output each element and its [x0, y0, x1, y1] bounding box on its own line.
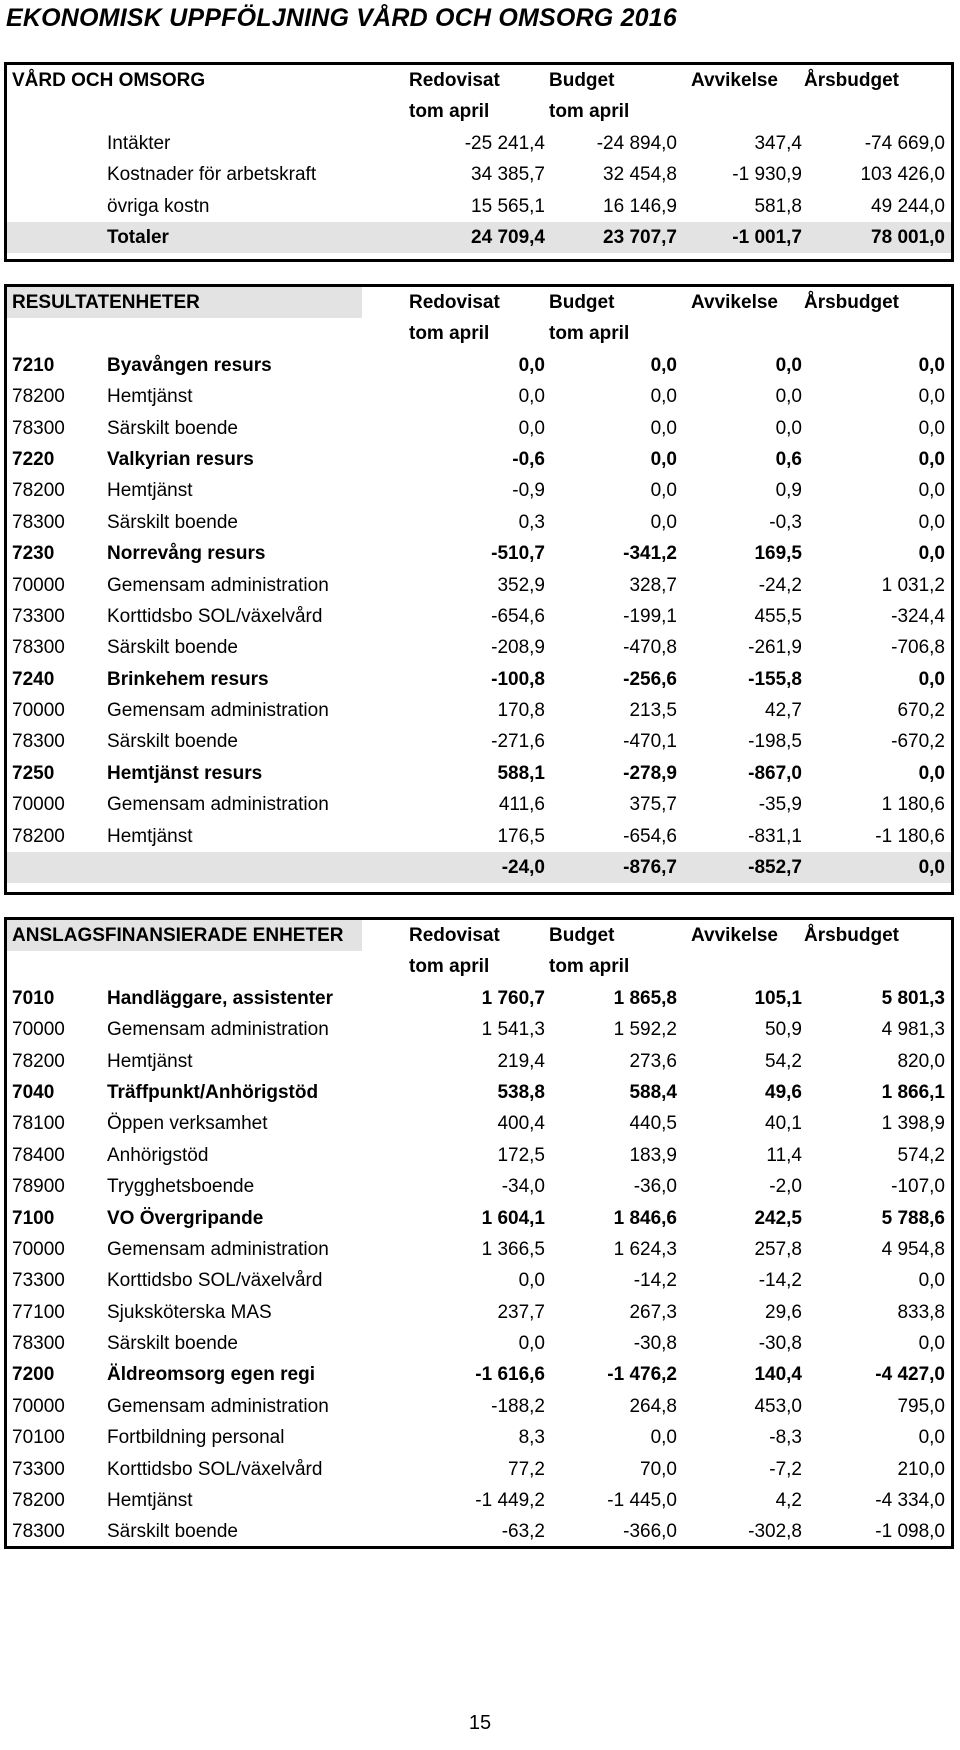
value-redovisat: 1 541,3 [481, 1019, 545, 1041]
row-name: Byavången resurs [107, 354, 272, 376]
value-arsbudget: 574,2 [897, 1144, 945, 1166]
total-row [7, 222, 951, 253]
value-budget: 264,8 [629, 1395, 677, 1417]
value-avvikelse: 453,0 [754, 1395, 802, 1417]
section-subheader-row [7, 318, 951, 349]
value-arsbudget: 0,0 [918, 448, 945, 470]
table-row [7, 1391, 951, 1422]
row-code: 78300 [12, 417, 65, 439]
value-redovisat: 15 565,1 [471, 195, 545, 217]
value-redovisat: -63,2 [501, 1521, 545, 1543]
value-budget: 183,9 [629, 1144, 677, 1166]
value-redovisat: -654,6 [491, 605, 545, 627]
row-name: Hemtjänst [107, 480, 193, 502]
value-avvikelse: -261,9 [748, 637, 802, 659]
row-name: Kostnader för arbetskraft [107, 164, 317, 186]
value-budget: 0,0 [650, 448, 677, 470]
row-code: 78200 [12, 1050, 65, 1072]
value-budget: 70,0 [640, 1458, 677, 1480]
col-header-redovisat: Redovisat [409, 70, 500, 91]
value-budget: -256,6 [623, 668, 677, 690]
table-row [7, 632, 951, 663]
col-subheader-redovisat: tom april [409, 101, 490, 123]
row-name: Intäkter [107, 132, 171, 154]
row-code: 7010 [12, 987, 55, 1009]
col-subheader-budget: tom april [549, 323, 630, 345]
row-code: 7210 [12, 354, 55, 376]
value-avvikelse: -831,1 [748, 825, 802, 847]
table-row [7, 444, 951, 475]
value-redovisat: 8,3 [518, 1427, 545, 1449]
value-redovisat: 0,3 [518, 511, 545, 533]
value-arsbudget: -706,8 [891, 637, 945, 659]
row-name: Träffpunkt/Anhörigstöd [107, 1081, 319, 1103]
value-avvikelse: 242,5 [754, 1207, 802, 1229]
row-code: 78300 [12, 637, 65, 659]
row-code: 70100 [12, 1427, 65, 1449]
value-avvikelse: -302,8 [748, 1521, 802, 1543]
row-code: 70000 [12, 794, 65, 816]
value-budget: 1 592,2 [613, 1019, 677, 1041]
value-budget: 0,0 [650, 480, 677, 502]
row-code: 70000 [12, 1395, 65, 1417]
value-redovisat: 170,8 [497, 700, 545, 722]
col-header-avvikelse: Avvikelse [691, 292, 778, 313]
table-row [7, 128, 951, 159]
value-budget: 0,0 [650, 417, 677, 439]
row-name: Korttidsbo SOL/växelvård [107, 1270, 323, 1292]
value-avvikelse: -2,0 [769, 1176, 802, 1198]
row-name: Särskilt boende [107, 1333, 238, 1355]
value-arsbudget: 1 180,6 [881, 794, 945, 816]
row-name: Gemensam administration [107, 1019, 329, 1041]
value-avvikelse: 42,7 [765, 700, 802, 722]
col-header-avvikelse: Avvikelse [691, 925, 778, 946]
table-row [7, 1171, 951, 1202]
value-budget: 1 865,8 [613, 987, 677, 1009]
value-budget: 32 454,8 [603, 164, 677, 186]
value-budget: -470,8 [623, 637, 677, 659]
row-code: 77100 [12, 1301, 65, 1323]
value-arsbudget: 5 788,6 [881, 1207, 945, 1229]
value-redovisat: 0,0 [518, 1333, 545, 1355]
row-name: Totaler [107, 226, 169, 248]
row-code: 78300 [12, 1333, 65, 1355]
value-redovisat: 538,8 [497, 1081, 545, 1103]
value-arsbudget: 670,2 [897, 700, 945, 722]
row-name: Särskilt boende [107, 731, 238, 753]
row-code: 7230 [12, 543, 55, 565]
row-code: 70000 [12, 700, 65, 722]
value-budget: -1 445,0 [607, 1490, 677, 1512]
table-row [7, 1454, 951, 1485]
value-budget: -654,6 [623, 825, 677, 847]
value-avvikelse: -1 001,7 [732, 226, 802, 248]
value-avvikelse: -0,3 [769, 511, 802, 533]
value-redovisat: 77,2 [508, 1458, 545, 1480]
row-code: 78300 [12, 1521, 65, 1543]
value-arsbudget: 4 954,8 [881, 1238, 945, 1260]
table-row [7, 1265, 951, 1296]
table-row [7, 726, 951, 757]
table-row [7, 1297, 951, 1328]
value-arsbudget: 0,0 [918, 1333, 945, 1355]
row-name: Särskilt boende [107, 417, 238, 439]
row-name: Äldreomsorg egen regi [107, 1364, 315, 1386]
row-code: 7240 [12, 668, 55, 690]
table-row [7, 1422, 951, 1453]
col-subheader-budget: tom april [549, 956, 630, 978]
table-row [7, 664, 951, 695]
row-code: 78200 [12, 386, 65, 408]
table-row [7, 1077, 951, 1108]
row-name: Hemtjänst [107, 1490, 193, 1512]
total-row [7, 852, 951, 883]
row-name: Handläggare, assistenter [107, 987, 333, 1009]
value-arsbudget: -4 427,0 [875, 1364, 945, 1386]
value-budget: -30,8 [633, 1333, 677, 1355]
value-avvikelse: 49,6 [765, 1081, 802, 1103]
value-redovisat: -100,8 [491, 668, 545, 690]
row-name: Särskilt boende [107, 1521, 238, 1543]
col-header-redovisat: Redovisat [409, 292, 500, 313]
col-header-avvikelse: Avvikelse [691, 70, 778, 91]
section-title: VÅRD OCH OMSORG [12, 70, 206, 91]
row-name: Gemensam administration [107, 1395, 329, 1417]
row-name: Korttidsbo SOL/växelvård [107, 1458, 323, 1480]
section-title: RESULTATENHETER [12, 292, 200, 313]
value-budget: -36,0 [633, 1176, 677, 1198]
value-arsbudget: 833,8 [897, 1301, 945, 1323]
table-row [7, 538, 951, 569]
value-budget: -199,1 [623, 605, 677, 627]
row-code: 78200 [12, 1490, 65, 1512]
value-redovisat: 0,0 [518, 386, 545, 408]
value-arsbudget: -1 098,0 [875, 1521, 945, 1543]
row-code: 70000 [12, 1019, 65, 1041]
value-avvikelse: -867,0 [748, 762, 802, 784]
table-row [7, 821, 951, 852]
row-code: 7100 [12, 1207, 55, 1229]
value-budget: 267,3 [629, 1301, 677, 1323]
value-avvikelse: -852,7 [748, 857, 802, 879]
value-budget: -24 894,0 [596, 132, 677, 154]
table-row [7, 1516, 951, 1547]
value-avvikelse: 29,6 [765, 1301, 802, 1323]
value-avvikelse: 140,4 [754, 1364, 802, 1386]
value-budget: 0,0 [650, 354, 677, 376]
value-arsbudget: 78 001,0 [871, 226, 945, 248]
value-arsbudget: 103 426,0 [860, 164, 945, 186]
col-header-arsbudget: Årsbudget [804, 292, 899, 313]
value-redovisat: 237,7 [497, 1301, 545, 1323]
value-arsbudget: 0,0 [918, 1270, 945, 1292]
value-budget: 16 146,9 [603, 195, 677, 217]
value-budget: -14,2 [633, 1270, 677, 1292]
table-row [7, 413, 951, 444]
value-avvikelse: 455,5 [754, 605, 802, 627]
value-redovisat: -208,9 [491, 637, 545, 659]
value-avvikelse: -7,2 [769, 1458, 802, 1480]
value-redovisat: 0,0 [518, 417, 545, 439]
value-arsbudget: 4 981,3 [881, 1019, 945, 1041]
value-budget: 588,4 [629, 1081, 677, 1103]
value-avvikelse: 50,9 [765, 1019, 802, 1041]
value-arsbudget: -324,4 [891, 605, 945, 627]
value-arsbudget: 0,0 [918, 668, 945, 690]
value-avvikelse: -1 930,9 [732, 164, 802, 186]
value-budget: -470,1 [623, 731, 677, 753]
row-code: 7040 [12, 1081, 55, 1103]
value-redovisat: -34,0 [501, 1176, 545, 1198]
section-header-row [7, 287, 951, 318]
value-redovisat: 588,1 [497, 762, 545, 784]
value-arsbudget: 0,0 [918, 543, 945, 565]
value-avvikelse: 11,4 [766, 1144, 802, 1166]
table-row [7, 507, 951, 538]
value-avvikelse: -24,2 [758, 574, 802, 596]
value-budget: 440,5 [629, 1113, 677, 1135]
value-avvikelse: 0,0 [775, 417, 802, 439]
value-avvikelse: 40,1 [765, 1113, 802, 1135]
table-row [7, 758, 951, 789]
row-name: VO Övergripande [107, 1207, 264, 1229]
row-name: Särskilt boende [107, 511, 238, 533]
value-arsbudget: -74 669,0 [864, 132, 945, 154]
row-name: Hemtjänst [107, 825, 193, 847]
value-avvikelse: -30,8 [758, 1333, 802, 1355]
value-arsbudget: 0,0 [918, 857, 945, 879]
table-row [7, 1203, 951, 1234]
value-budget: 328,7 [629, 574, 677, 596]
value-avvikelse: 0,6 [775, 448, 802, 470]
value-redovisat: 1 760,7 [481, 987, 545, 1009]
table-row [7, 570, 951, 601]
value-budget: 213,5 [629, 700, 677, 722]
value-budget: -278,9 [623, 762, 677, 784]
value-arsbudget: 1 398,9 [881, 1113, 945, 1135]
value-avvikelse: 347,4 [754, 132, 802, 154]
value-budget: 0,0 [650, 1427, 677, 1449]
col-header-budget: Budget [549, 292, 615, 313]
value-budget: 0,0 [650, 511, 677, 533]
row-name: Trygghetsboende [107, 1176, 255, 1198]
table-row [7, 1108, 951, 1139]
value-redovisat: 1 366,5 [481, 1238, 545, 1260]
value-arsbudget: 210,0 [897, 1458, 945, 1480]
value-budget: -341,2 [623, 543, 677, 565]
value-arsbudget: 0,0 [918, 1427, 945, 1449]
row-code: 73300 [12, 1458, 65, 1480]
row-code: 78900 [12, 1176, 65, 1198]
value-redovisat: -0,9 [512, 480, 545, 502]
value-budget: 0,0 [650, 386, 677, 408]
value-avvikelse: -35,9 [758, 794, 802, 816]
section-resultatenheter [4, 284, 954, 895]
value-avvikelse: 581,8 [754, 195, 802, 217]
value-budget: 1 624,3 [613, 1238, 677, 1260]
value-budget: -1 476,2 [607, 1364, 677, 1386]
row-code: 73300 [12, 605, 65, 627]
row-code: 78200 [12, 825, 65, 847]
value-avvikelse: 54,2 [765, 1050, 802, 1072]
row-name: Valkyrian resurs [107, 448, 254, 470]
value-avvikelse: 105,1 [754, 987, 802, 1009]
value-arsbudget: 5 801,3 [881, 987, 945, 1009]
row-code: 7200 [12, 1364, 55, 1386]
section-subheader-row [7, 951, 951, 982]
row-name: Hemtjänst [107, 386, 193, 408]
col-header-redovisat: Redovisat [409, 925, 500, 946]
table-row [7, 381, 951, 412]
table-row [7, 1234, 951, 1265]
table-row [7, 350, 951, 381]
value-redovisat: -1 616,6 [475, 1364, 545, 1386]
col-header-budget: Budget [549, 925, 615, 946]
row-name: Fortbildning personal [107, 1427, 285, 1449]
col-subheader-redovisat: tom april [409, 323, 490, 345]
value-avvikelse: 0,0 [775, 386, 802, 408]
row-name: Norrevång resurs [107, 543, 266, 565]
table-row [7, 1140, 951, 1171]
row-code: 78400 [12, 1144, 65, 1166]
value-redovisat: -24,0 [501, 857, 545, 879]
value-budget: 375,7 [629, 794, 677, 816]
value-arsbudget: -107,0 [891, 1176, 945, 1198]
value-redovisat: -271,6 [491, 731, 545, 753]
col-header-arsbudget: Årsbudget [804, 925, 899, 946]
value-redovisat: 352,9 [497, 574, 545, 596]
table-row [7, 475, 951, 506]
section-header-row [7, 920, 951, 951]
value-arsbudget: 0,0 [918, 480, 945, 502]
table-row [7, 1328, 951, 1359]
value-avvikelse: -14,2 [758, 1270, 802, 1292]
table-row [7, 1485, 951, 1516]
row-name: övriga kostn [107, 195, 210, 217]
value-avvikelse: -198,5 [748, 731, 802, 753]
value-redovisat: 34 385,7 [471, 164, 545, 186]
value-arsbudget: 1 031,2 [881, 574, 945, 596]
value-redovisat: -1 449,2 [475, 1490, 545, 1512]
value-arsbudget: 795,0 [897, 1395, 945, 1417]
row-code: 78100 [12, 1113, 65, 1135]
col-subheader-budget: tom april [549, 101, 630, 123]
value-budget: 23 707,7 [603, 226, 677, 248]
page-number: 15 [468, 1712, 492, 1734]
value-avvikelse: 169,5 [754, 543, 802, 565]
col-header-budget: Budget [549, 70, 615, 91]
row-name: Anhörigstöd [107, 1144, 209, 1166]
section-header-row [7, 65, 951, 96]
value-redovisat: -25 241,4 [464, 132, 545, 154]
row-name: Brinkehem resurs [107, 668, 269, 690]
value-redovisat: 0,0 [518, 354, 545, 376]
table-row [7, 1046, 951, 1077]
table-row [7, 789, 951, 820]
value-redovisat: -510,7 [491, 543, 545, 565]
row-name: Hemtjänst resurs [107, 762, 263, 784]
value-avvikelse: 0,0 [775, 354, 802, 376]
col-header-arsbudget: Årsbudget [804, 70, 899, 91]
row-name: Korttidsbo SOL/växelvård [107, 605, 323, 627]
value-arsbudget: 0,0 [918, 417, 945, 439]
section-subheader-row [7, 96, 951, 127]
value-redovisat: -0,6 [512, 448, 545, 470]
row-name: Gemensam administration [107, 794, 329, 816]
value-arsbudget: 820,0 [897, 1050, 945, 1072]
table-row [7, 1014, 951, 1045]
row-code: 70000 [12, 574, 65, 596]
value-arsbudget: 49 244,0 [871, 195, 945, 217]
row-code: 7250 [12, 762, 55, 784]
row-code: 73300 [12, 1270, 65, 1292]
value-redovisat: 411,6 [498, 794, 545, 816]
value-avvikelse: 0,9 [775, 480, 802, 502]
row-name: Gemensam administration [107, 700, 329, 722]
value-avvikelse: -155,8 [748, 668, 802, 690]
value-budget: -366,0 [623, 1521, 677, 1543]
row-name: Gemensam administration [107, 574, 329, 596]
table-row [7, 601, 951, 632]
value-budget: 1 846,6 [613, 1207, 677, 1229]
row-name: Sjuksköterska MAS [107, 1301, 272, 1323]
section-vard-och-omsorg [4, 62, 954, 262]
value-redovisat: 219,4 [497, 1050, 545, 1072]
value-avvikelse: 4,2 [775, 1490, 802, 1512]
value-redovisat: 400,4 [497, 1113, 545, 1135]
value-budget: -876,7 [623, 857, 677, 879]
value-arsbudget: 0,0 [918, 386, 945, 408]
value-avvikelse: 257,8 [754, 1238, 802, 1260]
value-arsbudget: 0,0 [918, 762, 945, 784]
value-arsbudget: -4 334,0 [875, 1490, 945, 1512]
row-name: Öppen verksamhet [107, 1113, 268, 1135]
table-row [7, 695, 951, 726]
table-row [7, 159, 951, 190]
table-row [7, 191, 951, 222]
value-redovisat: 176,5 [497, 825, 545, 847]
section-title: ANSLAGSFINANSIERADE ENHETER [12, 925, 344, 946]
row-code: 78300 [12, 511, 65, 533]
col-subheader-redovisat: tom april [409, 956, 490, 978]
section-anslagsfinansierade [4, 917, 954, 1549]
value-redovisat: -188,2 [491, 1395, 545, 1417]
document-title: EKONOMISK UPPFÖLJNING VÅRD OCH OMSORG 2016 [6, 4, 677, 32]
table-row [7, 1359, 951, 1390]
value-redovisat: 1 604,1 [481, 1207, 545, 1229]
row-name: Gemensam administration [107, 1238, 329, 1260]
row-code: 78300 [12, 731, 65, 753]
value-redovisat: 24 709,4 [471, 226, 545, 248]
value-arsbudget: -670,2 [891, 731, 945, 753]
row-code: 70000 [12, 1238, 65, 1260]
value-arsbudget: -1 180,6 [875, 825, 945, 847]
value-arsbudget: 0,0 [918, 354, 945, 376]
value-arsbudget: 1 866,1 [881, 1081, 945, 1103]
row-name: Särskilt boende [107, 637, 238, 659]
value-budget: 273,6 [629, 1050, 677, 1072]
value-redovisat: 172,5 [497, 1144, 545, 1166]
table-row [7, 983, 951, 1014]
row-name: Hemtjänst [107, 1050, 193, 1072]
row-code: 7220 [12, 448, 55, 470]
value-avvikelse: -8,3 [769, 1427, 802, 1449]
value-arsbudget: 0,0 [918, 511, 945, 533]
row-code: 78200 [12, 480, 65, 502]
value-redovisat: 0,0 [518, 1270, 545, 1292]
